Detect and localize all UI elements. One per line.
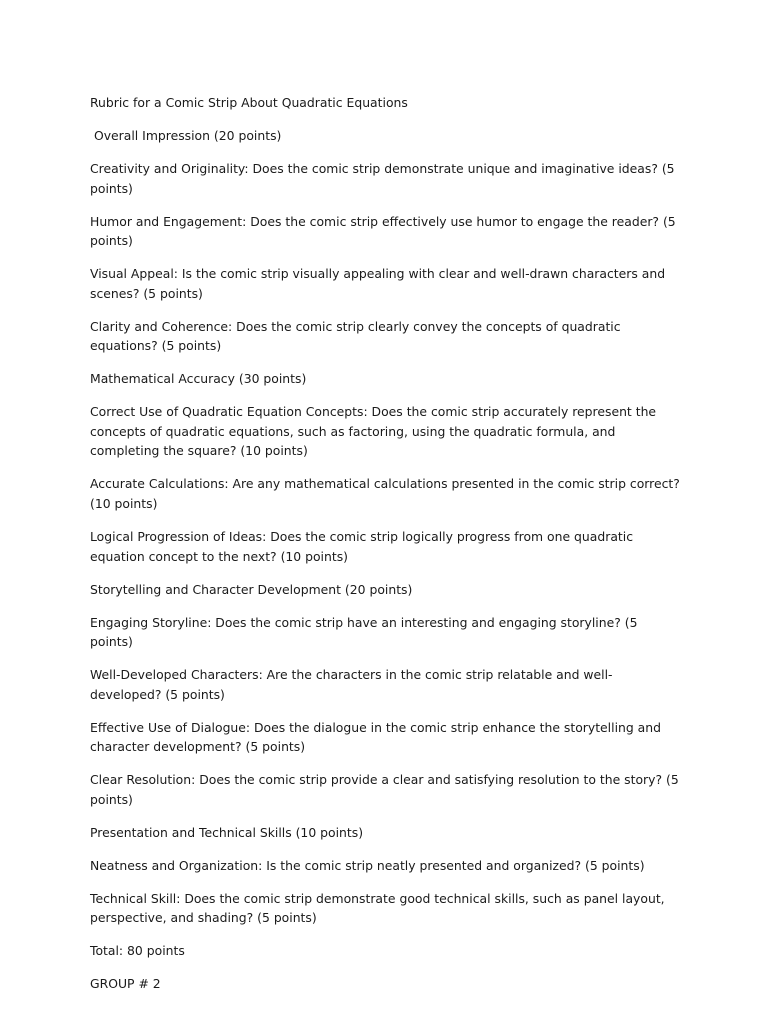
criterion-well-developed-characters: Well-Developed Characters: Are the characters in the comic strip relatable and well-developed? (5 points) bbox=[90, 667, 613, 702]
criterion-neatness: Neatness and Organization: Is the comic strip neatly presented and organized? (5 points) bbox=[90, 857, 645, 873]
criterion-technical-skill: Technical Skill: Does the comic strip demonstrate good technical skills, such as panel layout, perspective, and shading? (5 points) bbox=[90, 890, 669, 926]
criterion-effective-dialogue: Effective Use of Dialogue: Does the dialogue in the comic strip enhance the storytelling and character development? (5 points) bbox=[90, 719, 665, 755]
document-title: Rubric for a Comic Strip About Quadratic Equations bbox=[90, 95, 408, 110]
section-heading-storytelling: Storytelling and Character Development (20 points) bbox=[90, 581, 413, 597]
section-heading-overall-impression: Overall Impression (20 points) bbox=[90, 127, 282, 143]
criterion-humor: Humor and Engagement: Does the comic strip effectively use humor to engage the reader? (5 points) bbox=[90, 213, 680, 249]
group-label: GROUP # 2 bbox=[90, 976, 161, 992]
criterion-accurate-calculations: Accurate Calculations: Are any mathematical calculations presented in the comic strip correct? (10 points) bbox=[90, 476, 684, 512]
section-heading-mathematical-accuracy: Mathematical Accuracy (30 points) bbox=[90, 371, 307, 387]
criterion-creativity: Creativity and Originality: Does the comic strip demonstrate unique and imaginative ideas? (5 points) bbox=[90, 160, 679, 196]
criterion-logical-progression: Logical Progression of Ideas: Does the comic strip logically progress from one quadratic equation concept to the next? (10 points) bbox=[90, 529, 637, 564]
criterion-engaging-storyline: Engaging Storyline: Does the comic strip have an interesting and engaging storyline? (5 points) bbox=[90, 614, 642, 650]
section-heading-presentation: Presentation and Technical Skills (10 points) bbox=[90, 824, 364, 840]
total-points: Total: 80 points bbox=[90, 943, 185, 959]
criterion-clear-resolution: Clear Resolution: Does the comic strip provide a clear and satisfying resolution to the story? (5 points) bbox=[90, 772, 683, 807]
criterion-correct-use: Correct Use of Quadratic Equation Concepts: Does the comic strip accurately represent the concepts of quadratic equations, such as factoring, using the quadratic formula, and completing the square? (10 points) bbox=[90, 404, 661, 459]
criterion-clarity: Clarity and Coherence: Does the comic strip clearly convey the concepts of quadratic equations? (5 points) bbox=[90, 318, 625, 354]
document-body bbox=[90, 93, 684, 1007]
criterion-visual-appeal: Visual Appeal: Is the comic strip visually appealing with clear and well-drawn characters and scenes? (5 points) bbox=[90, 266, 670, 301]
